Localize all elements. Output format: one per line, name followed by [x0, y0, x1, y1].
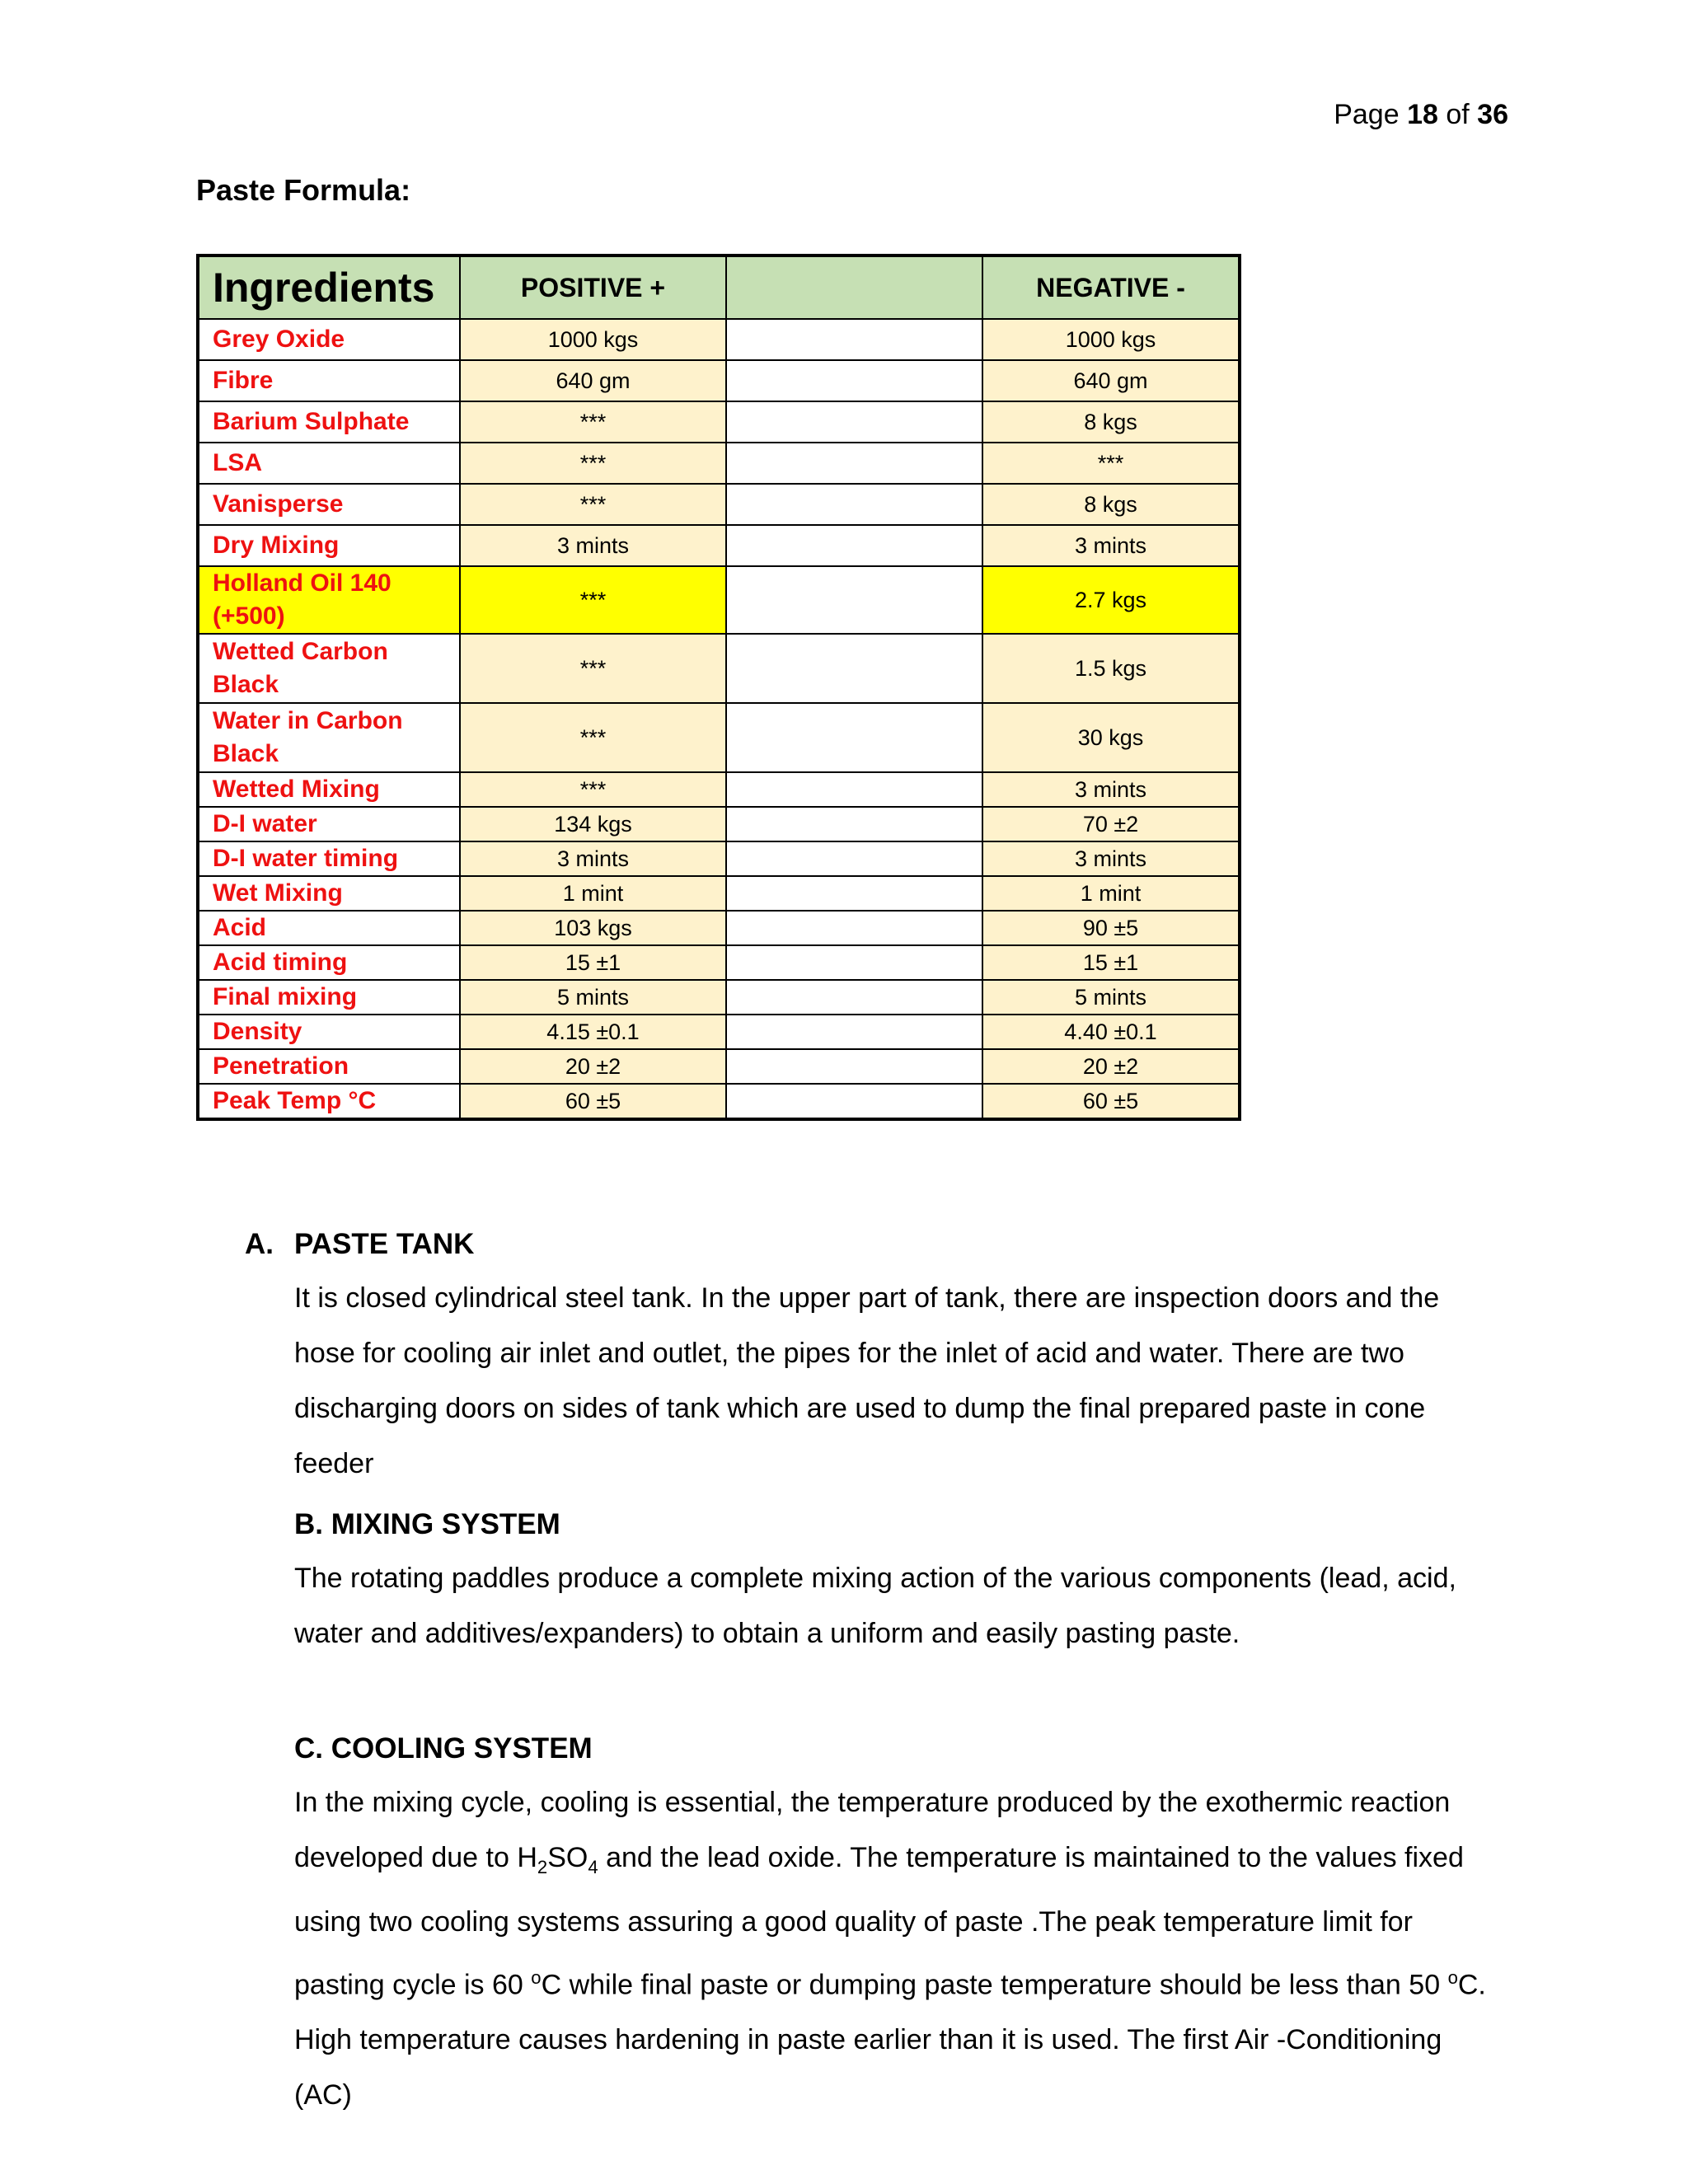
table-row [198, 841, 1240, 876]
blank-cell [726, 980, 982, 1015]
section-marker: A. [245, 1228, 274, 1260]
page-total: 36 [1477, 99, 1508, 130]
negative-cell: 15 ±1 [982, 945, 1240, 980]
negative-cell: 3 mints [982, 772, 1240, 807]
table-row [198, 772, 1240, 807]
blank-cell [726, 703, 982, 772]
body-text: C. High temperature causes hardening in paste earlier than it is used. The first Air -Conditioning (AC) [294, 1969, 1486, 2111]
ingredient-cell: Density [198, 1015, 460, 1049]
ingredient-cell: Wet Mixing [198, 876, 460, 911]
negative-cell: 8 kgs [982, 401, 1240, 443]
header-ingredients: Ingredients [198, 255, 460, 319]
ingredient-cell: Wetted Carbon Black [198, 634, 460, 703]
ingredient-cell: Vanisperse [198, 484, 460, 525]
negative-cell: 1.5 kgs [982, 634, 1240, 703]
page-of: of [1446, 99, 1470, 130]
section-body: It is closed cylindrical steel tank. In the upper part of tank, there are inspection doors and the hose for cooling air inlet and outlet, the pipes for the inlet of acid and water. There are two discharging doors on sides of tank which are used to dump the final prepared paste in cone feeder [294, 1282, 1440, 1479]
section-mixing-system [294, 1508, 1506, 1661]
negative-cell: 60 ±5 [982, 1084, 1240, 1119]
ingredient-cell: Barium Sulphate [198, 401, 460, 443]
body-text: and the lead oxide. The temperature is maintained to the values fixed using two cooling systems assuring a good quality of paste .The peak temperature limit for pasting cycle is 60 [294, 1842, 1464, 2001]
table-row [198, 484, 1240, 525]
subscript: 2 [537, 1856, 548, 1877]
positive-cell: *** [460, 401, 726, 443]
subscript: 4 [588, 1856, 598, 1877]
positive-cell: *** [460, 443, 726, 484]
section-heading: B. MIXING SYSTEM [294, 1508, 560, 1540]
table-row [198, 703, 1240, 772]
table-row [198, 634, 1240, 703]
section-heading [245, 1228, 474, 1261]
positive-cell: 3 mints [460, 841, 726, 876]
positive-cell: 3 mints [460, 525, 726, 566]
table-row [198, 911, 1240, 945]
section-heading-text: PASTE TANK [294, 1228, 475, 1260]
negative-cell: 5 mints [982, 980, 1240, 1015]
table-row [198, 980, 1240, 1015]
negative-cell: 30 kgs [982, 703, 1240, 772]
blank-cell [726, 360, 982, 401]
positive-cell: 640 gm [460, 360, 726, 401]
positive-cell: 1 mint [460, 876, 726, 911]
negative-cell: 70 ±2 [982, 807, 1240, 841]
negative-cell: 20 ±2 [982, 1049, 1240, 1084]
blank-cell [726, 443, 982, 484]
header-blank [726, 255, 982, 319]
table-row [198, 360, 1240, 401]
blank-cell [726, 401, 982, 443]
positive-cell: 5 mints [460, 980, 726, 1015]
positive-cell: 103 kgs [460, 911, 726, 945]
table-row [198, 807, 1240, 841]
paste-formula-title: Paste Formula: [196, 173, 411, 207]
table-row [198, 319, 1240, 360]
body-text: C while final paste or dumping paste temperature should be less than 50 [541, 1969, 1448, 2001]
page-number [1334, 99, 1508, 131]
table-row [198, 1015, 1240, 1049]
header-negative: NEGATIVE - [982, 255, 1240, 319]
table-row [198, 525, 1240, 566]
section-cooling-system [294, 1732, 1506, 2123]
table-row [198, 945, 1240, 980]
header-positive: POSITIVE + [460, 255, 726, 319]
positive-cell: *** [460, 634, 726, 703]
blank-cell [726, 319, 982, 360]
ingredient-cell: LSA [198, 443, 460, 484]
ingredient-cell: Peak Temp °C [198, 1084, 460, 1119]
blank-cell [726, 911, 982, 945]
ingredient-cell: Wetted Mixing [198, 772, 460, 807]
blank-cell [726, 484, 982, 525]
table-row [198, 1084, 1240, 1119]
positive-cell: 60 ±5 [460, 1084, 726, 1119]
blank-cell [726, 1015, 982, 1049]
body-text: SO [547, 1842, 588, 1873]
ingredient-cell: D-I water [198, 807, 460, 841]
negative-cell: 90 ±5 [982, 911, 1240, 945]
positive-cell: *** [460, 566, 726, 634]
table-header-row [198, 255, 1240, 319]
blank-cell [726, 807, 982, 841]
ingredient-cell: Acid [198, 911, 460, 945]
ingredient-cell: Water in Carbon Black [198, 703, 460, 772]
negative-cell: 640 gm [982, 360, 1240, 401]
superscript: o [531, 1966, 542, 1988]
negative-cell: 1 mint [982, 876, 1240, 911]
ingredient-cell: Fibre [198, 360, 460, 401]
blank-cell [726, 876, 982, 911]
blank-cell [726, 945, 982, 980]
table-row [198, 1049, 1240, 1084]
blank-cell [726, 525, 982, 566]
table-row [198, 566, 1240, 634]
negative-cell: 1000 kgs [982, 319, 1240, 360]
negative-cell: 2.7 kgs [982, 566, 1240, 634]
paste-formula-table [196, 254, 1241, 1121]
table-row [198, 876, 1240, 911]
negative-cell: 3 mints [982, 841, 1240, 876]
section-heading: C. COOLING SYSTEM [294, 1732, 593, 1765]
blank-cell [726, 1049, 982, 1084]
superscript: o [1447, 1966, 1458, 1988]
blank-cell [726, 772, 982, 807]
ingredient-cell: Grey Oxide [198, 319, 460, 360]
negative-cell: 8 kgs [982, 484, 1240, 525]
positive-cell: 1000 kgs [460, 319, 726, 360]
section-body [294, 1775, 1506, 2123]
ingredient-cell: Penetration [198, 1049, 460, 1084]
ingredient-cell: Final mixing [198, 980, 460, 1015]
section-body: The rotating paddles produce a complete mixing action of the various components (lead, acid, water and additives/expanders) to obtain a uniform and easily pasting paste. [294, 1563, 1456, 1649]
positive-cell: *** [460, 772, 726, 807]
positive-cell: 4.15 ±0.1 [460, 1015, 726, 1049]
positive-cell: 15 ±1 [460, 945, 726, 980]
negative-cell: 3 mints [982, 525, 1240, 566]
positive-cell: *** [460, 484, 726, 525]
body-text: In the mixing cycle, cooling is essential, the temperature produced by the exothermic reaction developed due to H [294, 1787, 1451, 1873]
positive-cell: 134 kgs [460, 807, 726, 841]
table-row [198, 443, 1240, 484]
negative-cell: *** [982, 443, 1240, 484]
ingredient-cell: Holland Oil 140 (+500) [198, 566, 460, 634]
blank-cell [726, 566, 982, 634]
blank-cell [726, 841, 982, 876]
blank-cell [726, 1084, 982, 1119]
blank-cell [726, 634, 982, 703]
ingredient-cell: D-I water timing [198, 841, 460, 876]
ingredient-cell: Acid timing [198, 945, 460, 980]
positive-cell: *** [460, 703, 726, 772]
positive-cell: 20 ±2 [460, 1049, 726, 1084]
page-current: 18 [1407, 99, 1438, 130]
negative-cell: 4.40 ±0.1 [982, 1015, 1240, 1049]
ingredient-cell: Dry Mixing [198, 525, 460, 566]
page-label: Page [1334, 99, 1400, 130]
table-row [198, 401, 1240, 443]
